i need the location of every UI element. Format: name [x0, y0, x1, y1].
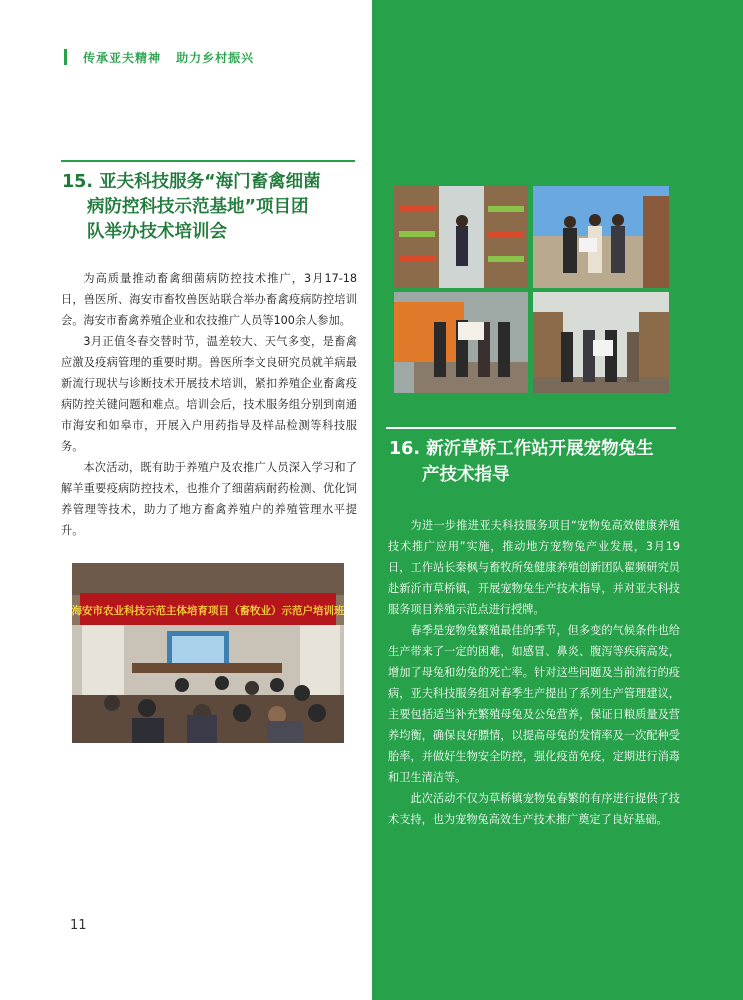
section-16-number: 16.	[389, 439, 421, 459]
section-16-body	[388, 515, 680, 830]
section-16-rule	[386, 427, 676, 429]
group-with-feed-photo	[394, 292, 528, 393]
section-15-title-line1: 亚夫科技服务“海门畜禽细菌	[99, 172, 321, 192]
greenhouse-group-photo	[533, 292, 669, 393]
header-accent-bar	[64, 49, 67, 65]
section-15-title-line2: 病防控科技示范基地”项目团	[87, 197, 309, 217]
plaque-award-photo	[533, 186, 669, 288]
section-15-paragraph: 为高质量推动畜禽细菌病防控技术推广，3月17-18日，兽医所、海安市畜牧兽医站联合举办畜禽疫病防控培训会。海安市畜禽养殖企业和农技推广人员等100余人参加。	[61, 272, 357, 327]
rabbit-farm-photo-grid	[394, 186, 669, 393]
green-background-panel	[372, 0, 743, 1000]
section-15-body	[61, 268, 357, 541]
section-15-title	[62, 170, 362, 245]
page-header	[64, 48, 254, 66]
section-16-paragraph: 春季是宠物兔繁殖最佳的季节，但多变的气候条件也给生产带来了一定的困难，如感冒、鼻炎、腹泻等疾病高发，增加了母兔和幼兔的死亡率。针对这些问题及当前流行的疫病，亚夫科技服务组对春季生产提出了系列生产管理建议，主要包括适当补充繁殖母兔及公兔营养，保证日粮质量及营养均衡，确保良好膘情，以提高母兔的发情率及一次配种受胎率，并做好生物安全防控，强化疫苗免疫，定期进行消毒和卫生清洁等。	[388, 624, 680, 784]
section-16-title-line1: 新沂草桥工作站开展宠物兔生	[426, 439, 654, 459]
section-16-title	[389, 436, 689, 488]
training-meeting-photo	[72, 563, 344, 743]
section-15-title-line3: 队举办技术培训会	[87, 222, 227, 242]
section-15-rule	[61, 160, 355, 162]
page-number: 11	[70, 918, 87, 933]
section-16-title-line2: 产技术指导	[422, 465, 510, 485]
meeting-banner-text: 海安市农业科技示范主体培育项目（畜牧业）示范户培训班	[72, 605, 344, 617]
rabbit-hutch-photo	[394, 186, 528, 288]
header-slogan: 传承亚夫精神 助力乡村振兴	[83, 50, 255, 65]
section-16-paragraph: 此次活动不仅为草桥镇宠物兔春繁的有序进行提供了技术支持，也为宠物兔高效生产技术推广奠定了良好基础。	[388, 792, 680, 826]
section-15-number: 15.	[62, 172, 94, 192]
section-15-paragraph: 本次活动，既有助于养殖户及农推广人员深入学习和了解羊重要疫病防控技术，也推介了细菌病耐药检测、优化饲养管理等技术，助力了地方畜禽养殖户的养殖管理水平提升。	[61, 461, 357, 537]
section-16-paragraph: 为进一步推进亚夫科技服务项目“宠物兔高效健康养殖技术推广应用”实施，推动地方宠物兔产业发展，3月19日，工作站长秦枫与畜牧所兔健康养殖创新团队翟频研究员赴新沂市草桥镇，开展宠物兔生产技术指导，并对亚夫科技服务项目养殖示范点进行授牌。	[388, 519, 680, 616]
section-15-paragraph: 3月正值冬春交替时节，温差较大、天气多变，是畜禽应激及疫病管理的重要时期。兽医所李文良研究员就羊病最新流行现状与诊断技术开展技术培训，紧扣养殖企业畜禽疫病防控关键问题和难点。培训会后，技术服务组分别到南通市海安和如皋市，开展入户用药指导及样品检测等科技服务。	[61, 335, 357, 453]
